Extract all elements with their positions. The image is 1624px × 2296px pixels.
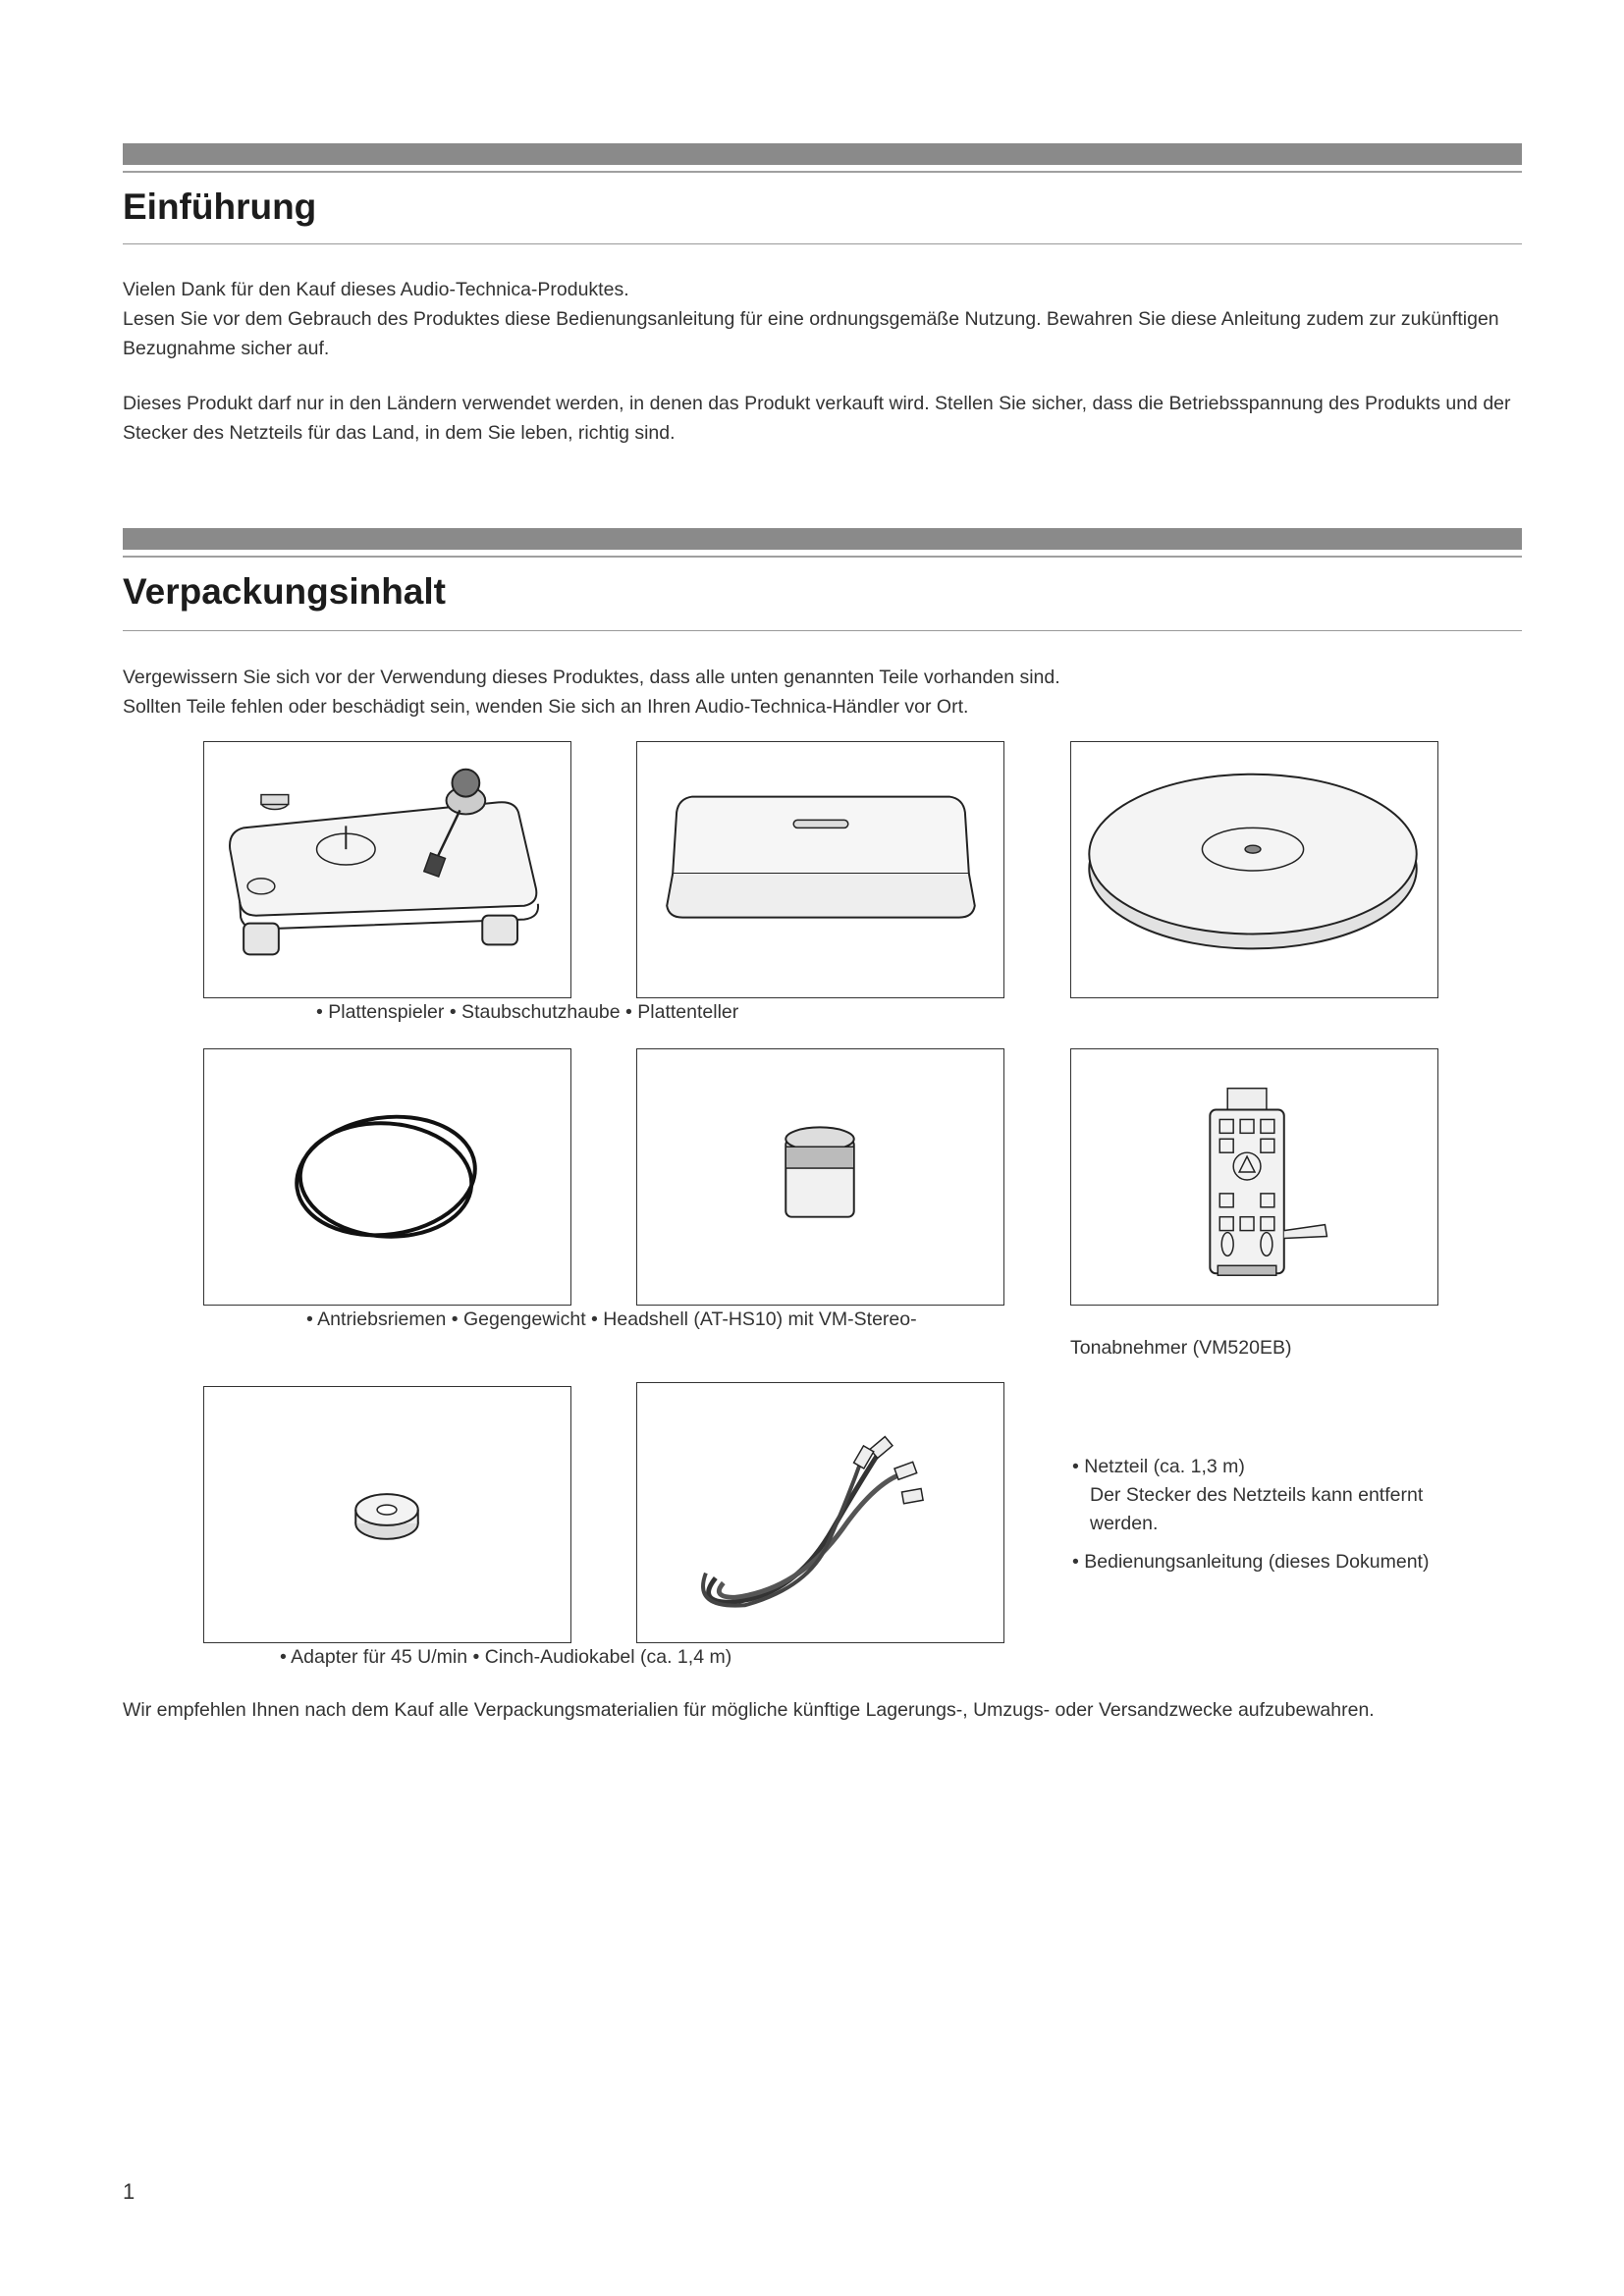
drive-belt-illustration-box — [203, 1048, 571, 1306]
page-number: 1 — [123, 2179, 135, 2204]
headshell-icon — [1071, 1049, 1437, 1305]
list-item-power-adapter: • Netzteil (ca. 1,3 m) — [1072, 1456, 1245, 1477]
list-item-manual: • Bedienungsanleitung (dieses Dokument) — [1072, 1551, 1430, 1573]
caption-row-2: • Antriebsriemen • Gegengewicht • Headshell (AT-HS10) mit VM-Stereo- — [306, 1308, 917, 1330]
list-item-power-adapter-note: Der Stecker des Netzteils kann entfernt — [1090, 1484, 1424, 1506]
closing-paragraph: Wir empfehlen Ihnen nach dem Kauf alle Verpackungsmaterialien für mögliche künftige Lagerungs-, Umzugs- oder Versandzwecke aufzubewahren. — [123, 1699, 1375, 1721]
section-line-contents — [123, 556, 1522, 558]
rca-cable-illustration-box — [636, 1382, 1004, 1643]
adapter-illustration-box — [203, 1386, 571, 1643]
caption-row-3: • Adapter für 45 U/min • Cinch-Audiokabel (ca. 1,4 m) — [280, 1646, 732, 1668]
list-item-power-adapter-note-continued: werden. — [1090, 1513, 1159, 1534]
counterweight-icon — [637, 1049, 1003, 1305]
drive-belt-icon — [204, 1049, 570, 1305]
intro-rule — [123, 243, 1522, 244]
turntable-icon — [204, 742, 570, 997]
section-line-intro — [123, 171, 1522, 173]
adapter-icon — [204, 1387, 570, 1642]
dust-cover-illustration-box — [636, 741, 1004, 998]
caption-row-1: • Plattenspieler • Staubschutzhaube • Plattenteller — [316, 1001, 739, 1023]
turntable-illustration-box — [203, 741, 571, 998]
intro-paragraph-3: Dieses Produkt darf nur in den Ländern verwendet werden, in denen das Produkt verkauft wird. Stellen Sie sicher, dass die Betriebsspannung des Produkts und der Stecker des Netzteils für das Land, in dem Sie leben, richtig sind. — [123, 393, 1511, 444]
contents-rule — [123, 630, 1522, 631]
dust-cover-icon — [637, 742, 1003, 997]
additional-items-list — [1072, 1453, 1524, 1576]
section-bar-intro — [123, 143, 1522, 165]
rca-cable-icon — [637, 1383, 1003, 1642]
intro-paragraph-2: Lesen Sie vor dem Gebrauch des Produktes diese Bedienungsanleitung für eine ordnungsgemäße Nutzung. Bewahren Sie diese Anleitung zudem zur zukünftigen Bezugnahme sicher auf. — [123, 308, 1499, 359]
caption-row-2-continued: Tonabnehmer (VM520EB) — [1070, 1337, 1292, 1359]
headshell-illustration-box — [1070, 1048, 1438, 1306]
intro-heading: Einführung — [123, 187, 317, 227]
platter-icon — [1071, 742, 1437, 997]
contents-paragraph-2: Sollten Teile fehlen oder beschädigt sein, wenden Sie sich an Ihren Audio-Technica-Händler vor Ort. — [123, 696, 969, 718]
contents-paragraph-1: Vergewissern Sie sich vor der Verwendung dieses Produktes, dass alle unten genannten Teile vorhanden sind. — [123, 667, 1060, 688]
platter-illustration-box — [1070, 741, 1438, 998]
counterweight-illustration-box — [636, 1048, 1004, 1306]
intro-paragraph-1: Vielen Dank für den Kauf dieses Audio-Technica-Produktes. — [123, 279, 629, 300]
contents-heading: Verpackungsinhalt — [123, 571, 446, 612]
section-bar-contents — [123, 528, 1522, 550]
